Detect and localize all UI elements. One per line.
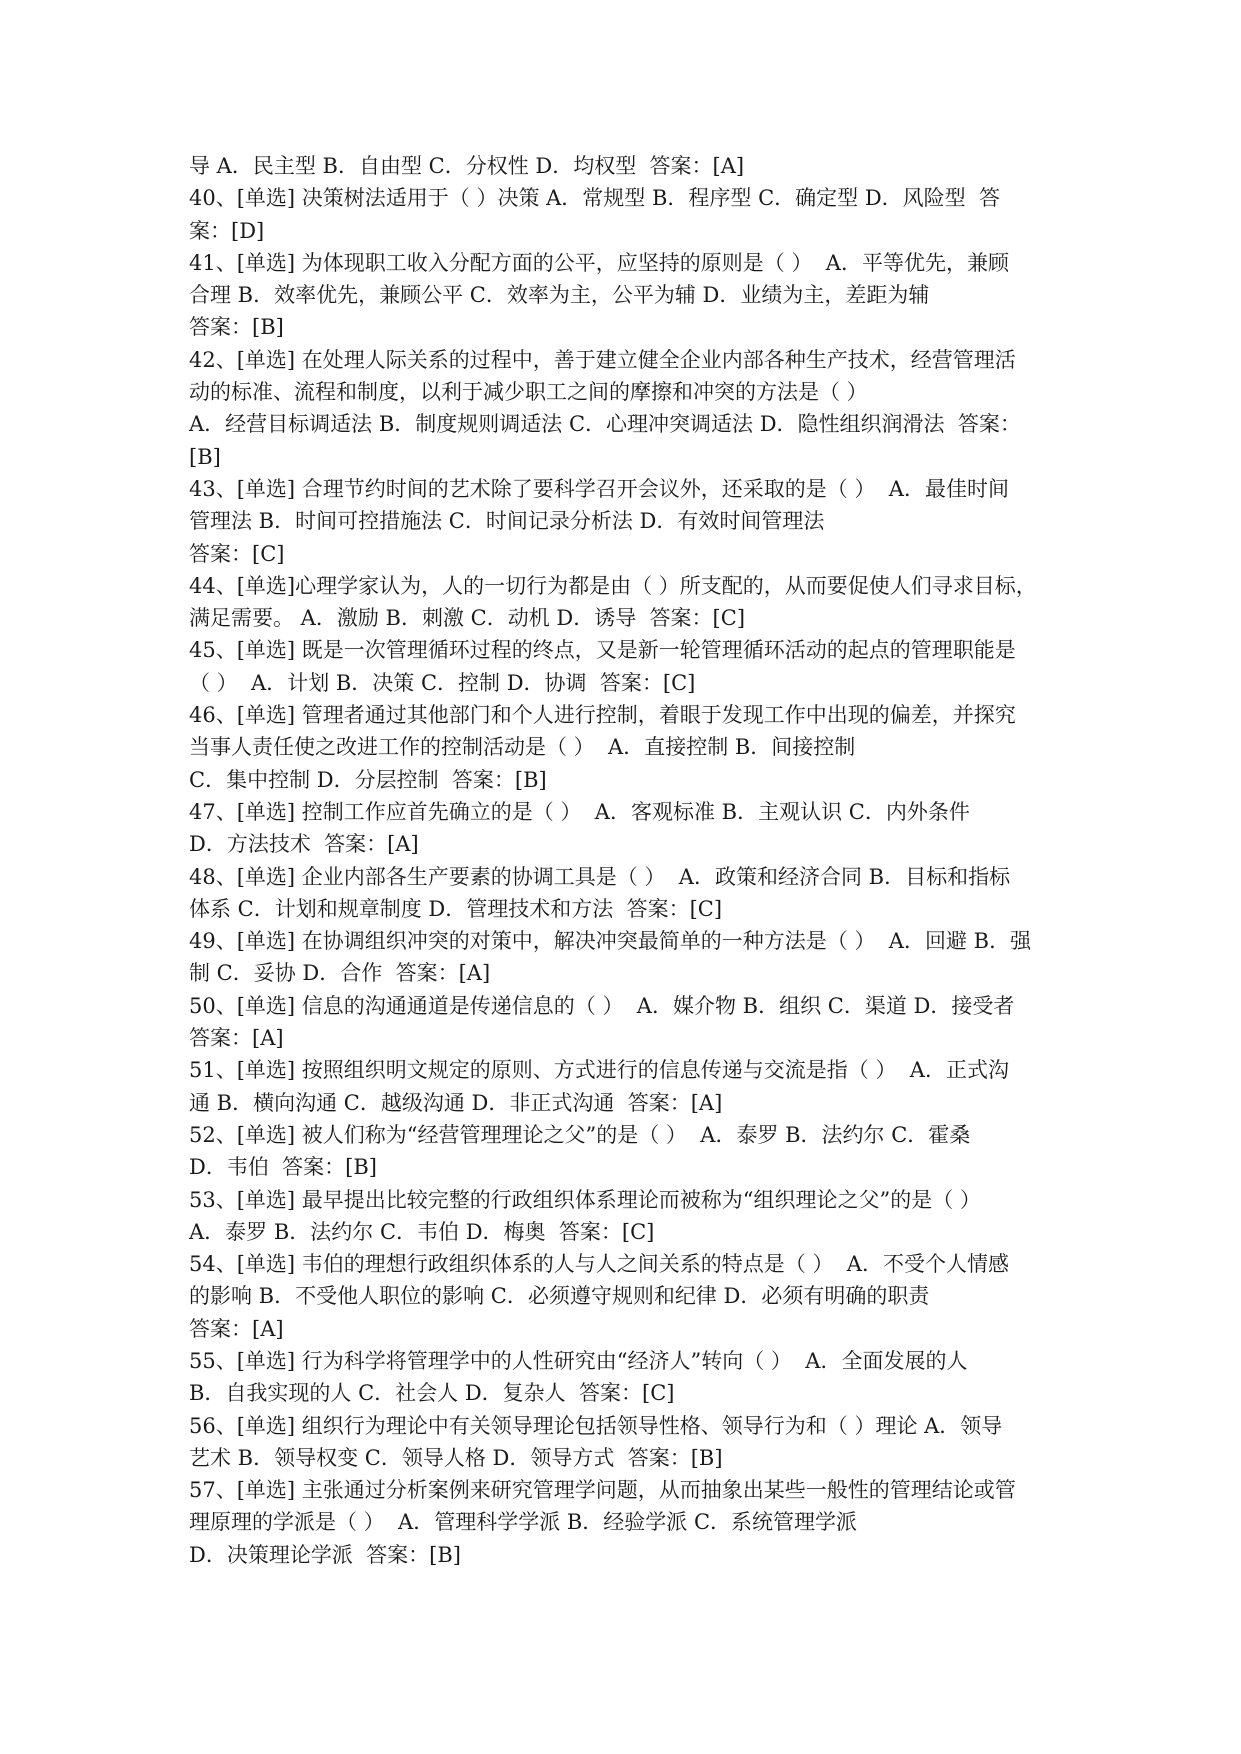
text-line: 的影响 B．不受他人职位的影响 C．必须遵守规则和纪律 D．必须有明确的职责 (189, 1284, 930, 1309)
text-line: D．方法技术 答案：[A] (189, 832, 419, 857)
text-line: 艺术 B．领导权变 C．领导人格 D．领导方式 答案：[B] (189, 1445, 723, 1470)
text-line: 51、[单选] 按照组织明文规定的原则、方式进行的信息传递与交流是指（ ） A．正式沟 (189, 1058, 1009, 1083)
text-line: 44、[单选]心理学家认为，人的一切行为都是由（ ）所支配的，从而要促使人们寻求目标， (189, 573, 1037, 598)
text-line: 50、[单选] 信息的沟通通道是传递信息的（ ） A．媒介物 B．组织 C．渠道 D．接受者 (189, 993, 1015, 1018)
text-line: 46、[单选] 管理者通过其他部门和个人进行控制，着眼于发现工作中出现的偏差，并探究 (189, 703, 1016, 728)
text-line: （ ） A．计划 B．决策 C．控制 D．协调 答案：[C] (189, 670, 696, 695)
text-line: 合理 B．效率优先，兼顾公平 C．效率为主，公平为辅 D．业绩为主，差距为辅 (189, 283, 930, 308)
text-line: 42、[单选] 在处理人际关系的过程中，善于建立健全企业内部各种生产技术，经营管理活 (189, 347, 1016, 372)
text-line: 55、[单选] 行为科学将管理学中的人性研究由“经济人”转向（ ） A．全面发展的人 (189, 1348, 968, 1373)
text-line: 导 A．民主型 B．自由型 C．分权性 D．均权型 答案：[A] (189, 154, 745, 178)
text-line: 54、[单选] 韦伯的理想行政组织体系的人与人之间关系的特点是（ ） A．不受个人情感 (189, 1252, 1009, 1277)
text-line: 理原理的学派是（ ） A．管理科学学派 B．经验学派 C．系统管理学派 (189, 1510, 858, 1535)
text-line: 40、[单选] 决策树法适用于（ ）决策 A．常规型 B．程序型 C．确定型 D．风险型 答 (189, 186, 1001, 211)
text-line: 管理法 B．时间可控措施法 C．时间记录分析法 D．有效时间管理法 (189, 509, 825, 534)
text-line: 制 C．妥协 D．合作 答案：[A] (189, 961, 491, 986)
text-line: D．韦伯 答案：[B] (189, 1155, 378, 1180)
text-line: 56、[单选] 组织行为理论中有关领导理论包括领导性格、领导行为和（ ）理论 A．领导 (189, 1413, 1003, 1438)
text-line: B．自我实现的人 C．社会人 D．复杂人 答案：[C] (189, 1381, 675, 1406)
text-line: 45、[单选] 既是一次管理循环过程的终点，又是新一轮管理循环活动的起点的管理职能是 (189, 638, 1016, 663)
text-line: 41、[单选] 为体现职工收入分配方面的公平，应坚持的原则是（ ） A．平等优先，兼顾 (189, 250, 1009, 275)
text-line: 43、[单选] 合理节约时间的艺术除了要科学召开会议外，还采取的是（ ） A．最佳时间 (189, 476, 1009, 501)
text-line: 48、[单选] 企业内部各生产要素的协调工具是（ ） A．政策和经济合同 B．目标和指标 (189, 864, 1011, 889)
text-line: 答案：[A] (189, 1026, 284, 1051)
text-line: 答案：[C] (189, 541, 285, 566)
text-line: 57、[单选] 主张通过分析案例来研究管理学问题，从而抽象出某些一般性的管理结论或管 (189, 1478, 1016, 1503)
text-line: 53、[单选] 最早提出比较完整的行政组织体系理论而被称为“组织理论之父”的是（ ） (189, 1187, 981, 1212)
text-line: C．集中控制 D．分层控制 答案：[B] (189, 767, 547, 792)
text-line: 答案：[B] (189, 315, 284, 340)
text-line: 52、[单选] 被人们称为“经营管理理论之父”的是（ ） A．泰罗 B．法约尔 C．霍桑 (189, 1122, 971, 1147)
text-line: 通 B．横向沟通 C．越级沟通 D．非正式沟通 答案：[A] (189, 1090, 723, 1115)
text-line: 答案：[A] (189, 1316, 284, 1341)
text-line: 体系 C．计划和规章制度 D．管理技术和方法 答案：[C] (189, 896, 723, 921)
question-list (189, 150, 1079, 1571)
text-line: 动的标准、流程和制度，以利于减少职工之间的摩擦和冲突的方法是（ ） (189, 380, 868, 405)
text-line: A．泰罗 B．法约尔 C．韦伯 D．梅奥 答案：[C] (189, 1219, 655, 1244)
text-line: 49、[单选] 在协调组织冲突的对策中，解决冲突最简单的一种方法是（ ） A．回避 B．强 (189, 929, 1032, 954)
text-line: D．决策理论学派 答案：[B] (189, 1542, 462, 1567)
text-line: 案：[D] (189, 218, 265, 243)
text-line: [B] (189, 444, 221, 469)
text-line: 满足需要。 A．激励 B．刺激 C．动机 D．诱导 答案：[C] (189, 606, 746, 631)
text-line: 当事人责任使之改进工作的控制活动是（ ） A．直接控制 B．间接控制 (189, 735, 856, 760)
text-line: A．经营目标调适法 B．制度规则调适法 C．心理冲突调适法 D．隐性组织润滑法 答案： (189, 412, 1021, 437)
text-line: 47、[单选] 控制工作应首先确立的是（ ） A．客观标准 B．主观认识 C．内外条件 (189, 799, 970, 824)
